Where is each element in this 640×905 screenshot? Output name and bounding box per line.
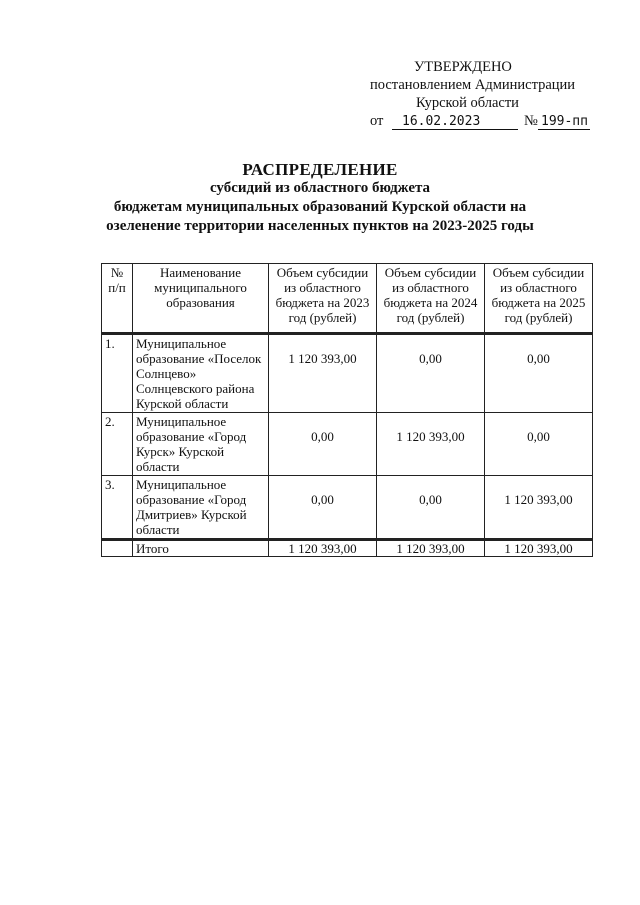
total-value-2025: 1 120 393,00 [485,540,593,557]
number-label: № [524,113,538,129]
subsidy-table [101,263,593,557]
row-num: 2. [102,413,133,476]
row-num: 3. [102,476,133,540]
from-label: от [370,113,384,129]
row-name: Муниципальное образование «Город Курск» Курской области [133,413,269,476]
heading-line-2: бюджетам муниципальных образований Курской области на [113,199,527,215]
header-2023: Объем субсидии из областного бюджета на 2023 год (рублей) [269,264,377,334]
row-name: Муниципальное образование «Город Дмитриев» Курской области [133,476,269,540]
approval-number: 199-пп [541,114,588,129]
heading-line-1: субсидий из областного бюджета [209,180,431,196]
row-value-2024: 0,00 [377,476,485,540]
date-underline [392,129,518,130]
header-2024: Объем субсидии из областного бюджета на 2024 год (рублей) [377,264,485,334]
table-row [102,413,593,476]
total-value-2024: 1 120 393,00 [377,540,485,557]
approval-title: УТВЕРЖДЕНО [414,59,512,75]
heading-title: РАСПРЕДЕЛЕНИЕ [242,160,398,179]
table-row [102,476,593,540]
heading-line-3: озеленение территории населенных пунктов на 2023-2025 годы [106,218,534,234]
document-heading [0,160,640,236]
table-row [102,334,593,413]
total-value-2023: 1 120 393,00 [269,540,377,557]
total-num-cell [102,540,133,557]
table-total-row [102,540,593,557]
table-header-row [102,264,593,334]
approval-block [360,58,610,132]
approval-date-number-line [360,112,610,132]
approval-line-resolution: постановлением Администрации [370,77,576,93]
row-value-2024: 0,00 [377,334,485,413]
row-value-2023: 0,00 [269,476,377,540]
header-name: Наименование муниципального образования [133,264,269,334]
row-value-2023: 0,00 [269,413,377,476]
total-label: Итого [133,540,269,557]
row-value-2024: 1 120 393,00 [377,413,485,476]
header-num: № п/п [102,264,133,334]
number-underline [538,129,590,130]
row-value-2025: 0,00 [485,413,593,476]
row-value-2023: 1 120 393,00 [269,334,377,413]
approval-date: 16.02.2023 [402,114,481,129]
row-name: Муниципальное образование «Поселок Солнцево» Солнцевского района Курской области [133,334,269,413]
row-value-2025: 0,00 [485,334,593,413]
row-num: 1. [102,334,133,413]
header-2025: Объем субсидии из областного бюджета на 2025 год (рублей) [485,264,593,334]
approval-line-region: Курской области [416,95,519,111]
row-value-2025: 1 120 393,00 [485,476,593,540]
